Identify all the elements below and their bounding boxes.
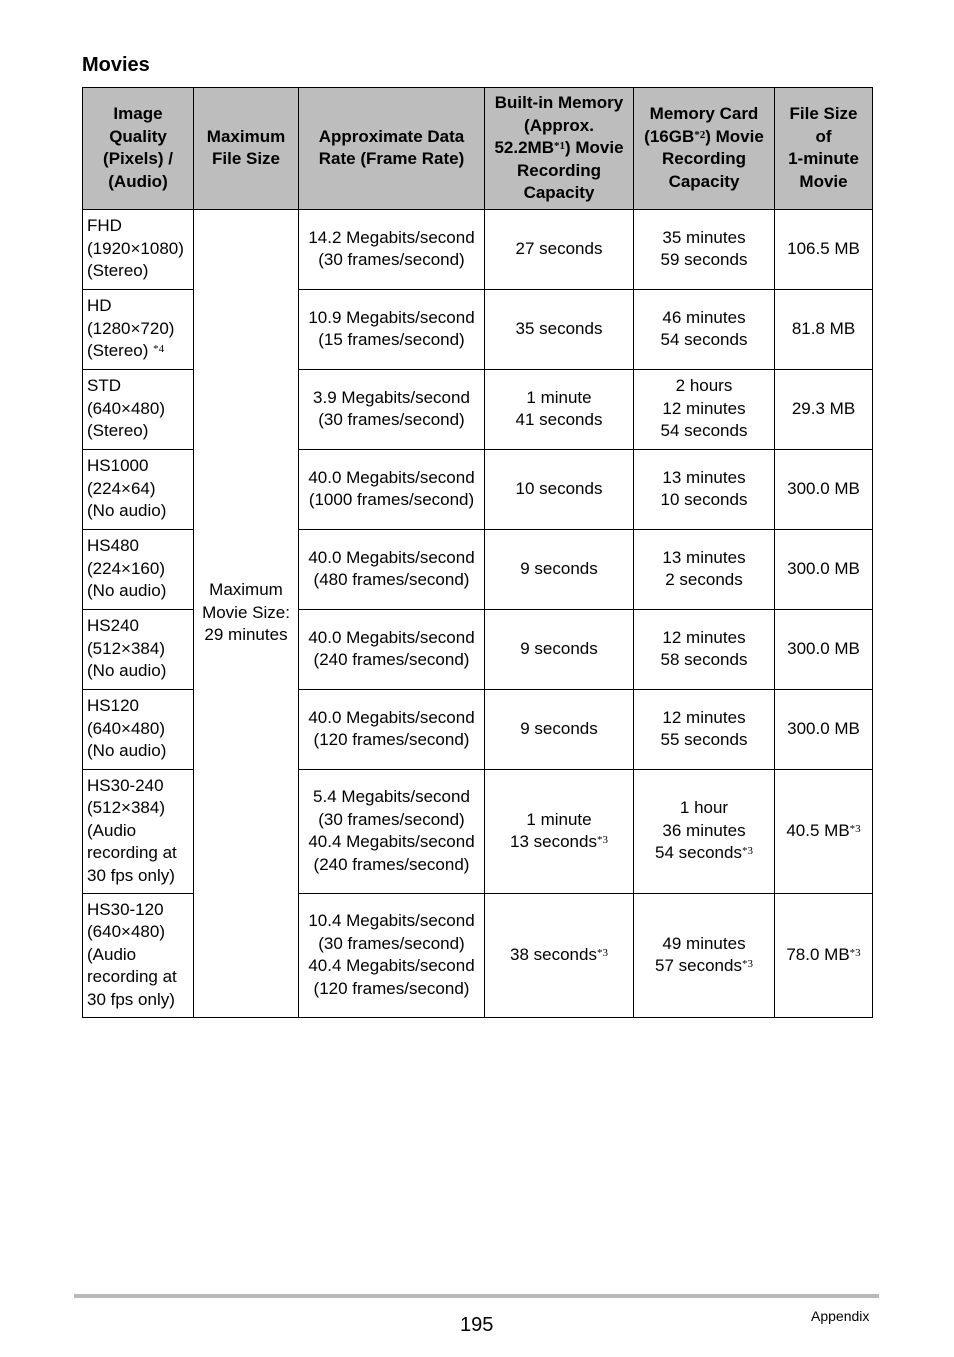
cell-line: Image bbox=[113, 104, 163, 124]
header-line: Recording bbox=[661, 149, 747, 169]
cell-line: (512×384) bbox=[87, 638, 165, 658]
cell-line: (Pixels) / bbox=[103, 149, 173, 169]
cell-line: 40.0 Megabits/second bbox=[308, 467, 475, 487]
cell-line: 54 seconds bbox=[660, 421, 748, 441]
cell-builtin-capacity bbox=[485, 689, 634, 769]
cell-line: Approximate Data bbox=[318, 126, 465, 146]
header-max-file-size bbox=[194, 88, 299, 210]
cell-line: 300.0 MB bbox=[787, 558, 860, 578]
cell-line: HD bbox=[87, 296, 112, 316]
cell-data-rate bbox=[299, 893, 485, 1017]
cell-file-size bbox=[775, 689, 873, 769]
cell-card-capacity bbox=[634, 289, 775, 369]
cell-line: 13 seconds$^{*3}$ bbox=[510, 832, 608, 851]
cell-line: 12 minutes bbox=[662, 707, 746, 727]
cell-line: Rate (Frame Rate) bbox=[318, 149, 465, 169]
cell-line: (30 frames/second) bbox=[318, 933, 465, 953]
cell-line: 59 seconds bbox=[660, 250, 748, 269]
cell-line: 36 minutes bbox=[662, 820, 746, 840]
footer-section-label: Appendix bbox=[811, 1308, 870, 1324]
cell-line: 40.0 Megabits/second bbox=[308, 627, 475, 647]
cell-line: 40.0 Megabits/second bbox=[308, 707, 475, 727]
footnote-marker: *3 bbox=[849, 946, 861, 959]
cell-data-rate bbox=[299, 449, 485, 529]
footnote-marker: *4 bbox=[153, 343, 165, 356]
cell-builtin-capacity bbox=[485, 769, 634, 893]
cell-line: (120 frames/second) bbox=[313, 730, 470, 749]
cell-line: 1-minute bbox=[788, 149, 859, 169]
cell-line: 29 minutes bbox=[204, 625, 288, 645]
footnote-marker: *3 bbox=[596, 834, 608, 846]
cell-file-size bbox=[775, 609, 873, 689]
cell-line: (15 frames/second) bbox=[318, 330, 465, 349]
cell-line: HS1000 bbox=[87, 456, 149, 476]
cell-file-size bbox=[775, 209, 873, 289]
cell-line: (Stereo) bbox=[87, 261, 149, 281]
cell-card-capacity bbox=[634, 529, 775, 609]
cell-line: (640×480) bbox=[87, 922, 165, 942]
cell-image-quality bbox=[83, 769, 194, 893]
cell-line: 10 seconds bbox=[660, 490, 748, 509]
cell-image-quality bbox=[83, 529, 194, 609]
cell-file-size bbox=[775, 893, 873, 1017]
cell-line: 300.0 MB bbox=[787, 478, 860, 498]
cell-line: 300.0 MB bbox=[787, 718, 860, 738]
cell-image-quality bbox=[83, 369, 194, 449]
cell-line: 40.4 Megabits/second bbox=[308, 956, 475, 975]
cell-line: File Size bbox=[789, 104, 858, 124]
cell-builtin-capacity bbox=[485, 449, 634, 529]
header-line: (16GB$^{*2}$) Movie bbox=[644, 126, 764, 146]
cell-line: 5.4 Megabits/second bbox=[313, 787, 470, 806]
header-line: (Approx. bbox=[524, 115, 594, 135]
header-line: 52.2MB$^{*1}$) Movie bbox=[494, 138, 624, 157]
cell-builtin-capacity bbox=[485, 209, 634, 289]
cell-file-size bbox=[775, 369, 873, 449]
cell-image-quality bbox=[83, 289, 194, 369]
cell-builtin-capacity bbox=[485, 609, 634, 689]
cell-image-quality bbox=[83, 449, 194, 529]
cell-line: 13 minutes bbox=[662, 467, 746, 487]
cell-line: 55 seconds bbox=[660, 730, 748, 749]
cell-image-quality bbox=[83, 209, 194, 289]
cell-line: (1280×720) bbox=[87, 318, 175, 338]
cell-line: 27 seconds bbox=[515, 238, 603, 258]
cell-builtin-capacity bbox=[485, 893, 634, 1017]
cell-line: (120 frames/second) bbox=[313, 978, 470, 998]
cell-line: recording at bbox=[87, 967, 177, 987]
cell-file-size bbox=[775, 529, 873, 609]
header-line: Built-in Memory bbox=[494, 93, 624, 112]
cell-file-size bbox=[775, 289, 873, 369]
cell-line: 40.4 Megabits/second bbox=[308, 832, 475, 851]
cell-line: HS30-240 bbox=[87, 775, 164, 795]
cell-line: HS480 bbox=[87, 536, 139, 556]
header-file-size bbox=[775, 88, 873, 210]
cell-line: (No audio) bbox=[87, 581, 167, 601]
cell-line: (30 frames/second) bbox=[318, 250, 465, 269]
cell-line: 9 seconds bbox=[520, 638, 598, 658]
cell-max-file-size bbox=[194, 209, 299, 1017]
header-data-rate bbox=[299, 88, 485, 210]
cell-line: 41 seconds bbox=[515, 410, 603, 429]
footnote-marker: *1 bbox=[553, 140, 565, 152]
cell-line: (480 frames/second) bbox=[313, 570, 470, 589]
movie-spec-table bbox=[82, 87, 873, 1018]
cell-line: (Audio bbox=[87, 820, 137, 840]
cell-line: 9 seconds bbox=[520, 558, 598, 578]
cell-file-size bbox=[775, 449, 873, 529]
cell-line: (640×480) bbox=[87, 718, 165, 738]
cell-data-rate bbox=[299, 529, 485, 609]
cell-line: 38 seconds$^{*3}$ bbox=[510, 944, 608, 964]
cell-line: 12 minutes bbox=[662, 398, 746, 418]
cell-line: 3.9 Megabits/second bbox=[313, 387, 470, 407]
cell-line: HS240 bbox=[87, 616, 139, 636]
cell-line: 10 seconds bbox=[515, 478, 603, 498]
page-number: 195 bbox=[460, 1314, 494, 1336]
cell-builtin-capacity bbox=[485, 369, 634, 449]
cell-line: 35 minutes bbox=[662, 227, 746, 247]
cell-file-size bbox=[775, 769, 873, 893]
cell-line: (Stereo) bbox=[87, 421, 149, 441]
header-image-quality bbox=[83, 88, 194, 210]
cell-data-rate bbox=[299, 369, 485, 449]
cell-line: of bbox=[815, 126, 832, 146]
footnote-marker: *3 bbox=[741, 958, 753, 970]
cell-line: 12 minutes bbox=[662, 627, 746, 647]
cell-line: 13 minutes bbox=[662, 547, 746, 567]
cell-line: STD bbox=[87, 376, 121, 396]
cell-data-rate bbox=[299, 289, 485, 369]
cell-line: (240 frames/second) bbox=[313, 854, 470, 874]
cell-line: Movie bbox=[799, 171, 848, 191]
cell-line: 40.5 MB$^{*3}$ bbox=[786, 820, 861, 840]
cell-line: 2 seconds bbox=[665, 570, 743, 589]
cell-line: HS30-120 bbox=[87, 899, 164, 919]
cell-line: 54 seconds bbox=[660, 330, 748, 349]
cell-card-capacity bbox=[634, 369, 775, 449]
header-line: Capacity bbox=[668, 171, 740, 191]
cell-line: (1000 frames/second) bbox=[308, 490, 475, 509]
cell-line: (No audio) bbox=[87, 501, 167, 521]
cell-line: 54 seconds$^{*3}$ bbox=[655, 843, 753, 863]
cell-line: (Audio) bbox=[108, 171, 168, 191]
cell-line: HS120 bbox=[87, 696, 139, 716]
cell-line: FHD bbox=[87, 216, 122, 236]
cell-image-quality bbox=[83, 893, 194, 1017]
section-title: Movies bbox=[82, 54, 150, 76]
cell-data-rate bbox=[299, 609, 485, 689]
cell-line: (640×480) bbox=[87, 398, 165, 418]
cell-line: 10.9 Megabits/second bbox=[308, 307, 475, 327]
cell-line: 10.4 Megabits/second bbox=[308, 911, 475, 930]
cell-line: 2 hours bbox=[675, 376, 733, 396]
cell-builtin-capacity bbox=[485, 289, 634, 369]
header-line: Capacity bbox=[523, 183, 595, 202]
header-builtin-memory bbox=[485, 88, 634, 210]
cell-line: 58 seconds bbox=[660, 650, 748, 669]
cell-data-rate bbox=[299, 689, 485, 769]
cell-line: Quality bbox=[109, 126, 167, 146]
footnote-marker: *3 bbox=[849, 822, 861, 835]
header-line: Memory Card bbox=[649, 104, 759, 124]
cell-line: 9 seconds bbox=[520, 718, 598, 738]
cell-line: 1 minute bbox=[526, 809, 592, 829]
cell-line: 1 minute bbox=[526, 387, 592, 407]
cell-line: Maximum bbox=[209, 580, 283, 600]
cell-line: (224×64) bbox=[87, 478, 156, 498]
cell-card-capacity bbox=[634, 609, 775, 689]
cell-line: 57 seconds$^{*3}$ bbox=[655, 956, 753, 975]
cell-line: (30 frames/second) bbox=[318, 809, 465, 829]
cell-builtin-capacity bbox=[485, 529, 634, 609]
cell-line: (1920×1080) bbox=[87, 238, 184, 258]
cell-line: Movie Size: bbox=[202, 602, 290, 622]
cell-line: recording at bbox=[87, 843, 177, 863]
cell-line: (No audio) bbox=[87, 741, 167, 761]
cell-line: (Audio bbox=[87, 944, 137, 964]
cell-line: 14.2 Megabits/second bbox=[308, 227, 475, 247]
cell-card-capacity bbox=[634, 209, 775, 289]
header-memory-card bbox=[634, 88, 775, 210]
header-row bbox=[83, 88, 873, 210]
cell-line: (Stereo) $^{*4}$ bbox=[87, 341, 165, 361]
cell-data-rate bbox=[299, 209, 485, 289]
cell-line: (No audio) bbox=[87, 661, 167, 681]
footnote-marker: *3 bbox=[596, 946, 608, 959]
cell-line: 300.0 MB bbox=[787, 638, 860, 658]
cell-line: (224×160) bbox=[87, 558, 165, 578]
cell-card-capacity bbox=[634, 689, 775, 769]
cell-line: 35 seconds bbox=[515, 318, 603, 338]
cell-line: 46 minutes bbox=[662, 307, 746, 327]
footnote-marker: *3 bbox=[741, 845, 753, 858]
cell-line: 49 minutes bbox=[662, 933, 746, 953]
cell-card-capacity bbox=[634, 769, 775, 893]
footer-rule bbox=[74, 1294, 879, 1298]
cell-line: 106.5 MB bbox=[787, 238, 860, 258]
cell-image-quality bbox=[83, 689, 194, 769]
cell-line: (30 frames/second) bbox=[318, 410, 465, 429]
cell-line: 81.8 MB bbox=[791, 318, 856, 338]
cell-line: 1 hour bbox=[679, 798, 729, 818]
cell-line: 30 fps only) bbox=[87, 865, 175, 885]
cell-line: 40.0 Megabits/second bbox=[308, 547, 475, 567]
cell-line: (240 frames/second) bbox=[313, 650, 470, 669]
cell-data-rate bbox=[299, 769, 485, 893]
cell-image-quality bbox=[83, 609, 194, 689]
cell-line: 29.3 MB bbox=[791, 398, 856, 418]
footnote-marker: *2 bbox=[694, 128, 706, 141]
cell-line: 78.0 MB$^{*3}$ bbox=[786, 944, 861, 964]
header-line: Recording bbox=[516, 160, 602, 180]
cell-line: Maximum bbox=[206, 126, 286, 146]
cell-card-capacity bbox=[634, 893, 775, 1017]
cell-line: File Size bbox=[211, 149, 281, 169]
cell-card-capacity bbox=[634, 449, 775, 529]
table-row bbox=[83, 209, 873, 289]
cell-line: (512×384) bbox=[87, 798, 165, 818]
cell-line: 30 fps only) bbox=[87, 989, 175, 1009]
